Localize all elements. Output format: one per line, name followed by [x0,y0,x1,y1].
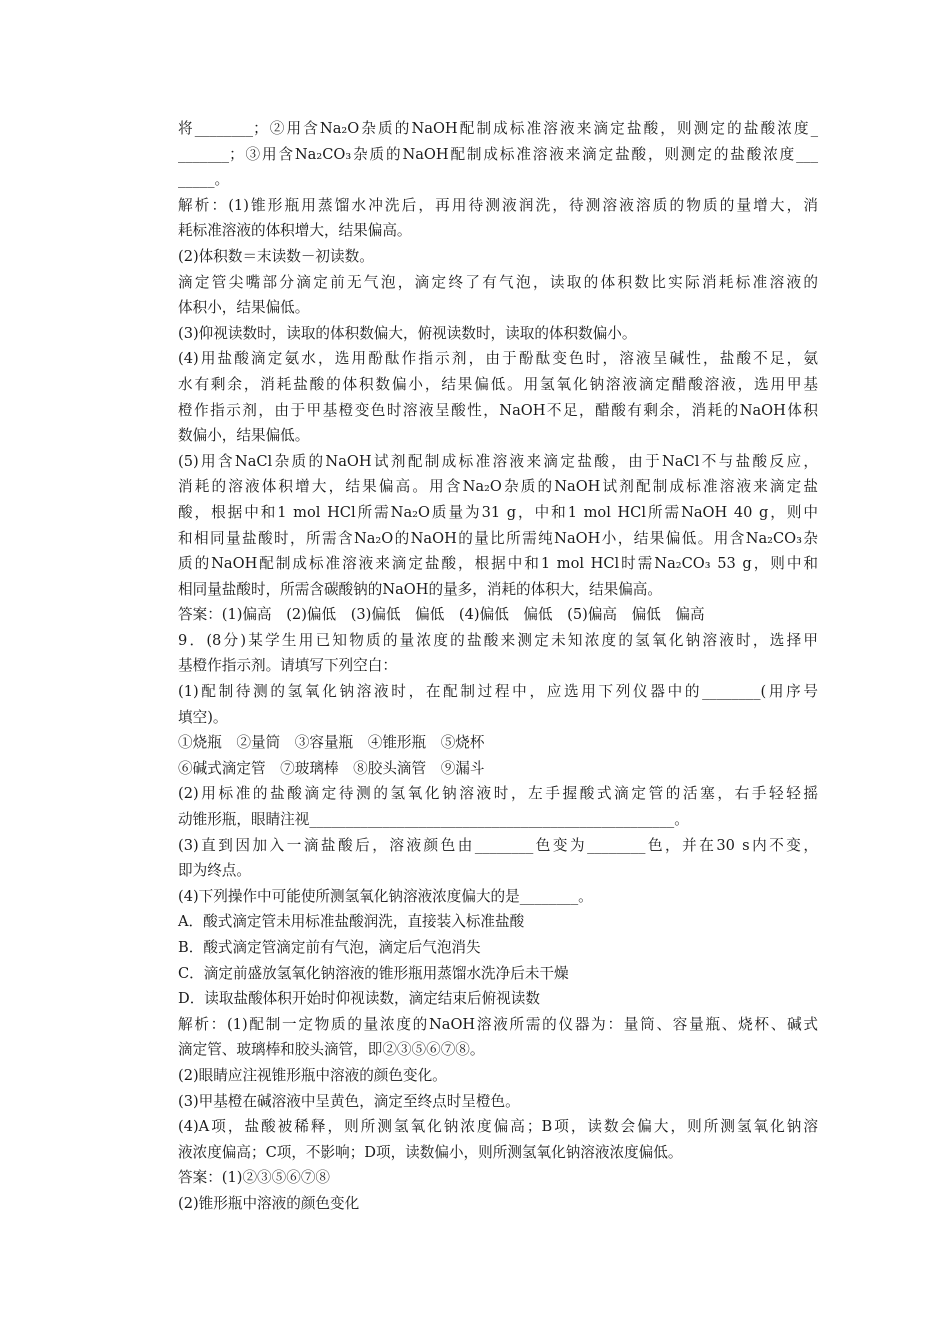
text-line: 耗标准溶液的体积增大，结果偏高。 [178,222,412,240]
text-line: 即为终点。 [178,862,251,880]
text-line: 解析：(1)配制一定物质的量浓度的NaOH溶液所需的仪器为：量筒、容量瓶、烧杯、碱式 [178,1015,818,1033]
text-line: _____。 [178,171,230,189]
text-line: 相同量盐酸时，所需含碳酸钠的NaOH的量多，消耗的体积大，结果偏高。 [178,580,662,598]
text-line: 体积小，结果偏低。 [178,299,310,317]
text-line: 动锥形瓶，眼睛注视__________________________________________________。 [178,811,689,829]
text-line: 橙作指示剂，由于甲基橙变色时溶液呈酸性，NaOH不足，醋酸有剩余，消耗的NaOH体积 [178,401,818,419]
text-line: C．滴定前盛放氢氧化钠溶液的锥形瓶用蒸馏水洗净后未干燥 [178,964,569,982]
text-line: _______；③用含Na₂CO₃杂质的NaOH配制成标准溶液来滴定盐酸，则测定的盐酸浓度___ [178,145,818,163]
text-line: (4)用盐酸滴定氨水，选用酚酞作指示剂，由于酚酞变色时，溶液呈碱性，盐酸不足，氨 [178,350,818,368]
text-line: (1)配制待测的氢氧化钠溶液时，在配制过程中，应选用下列仪器中的________(用序号 [178,683,818,701]
text-line: (3)仰视读数时，读取的体积数偏大，俯视读数时，读取的体积数偏小。 [178,324,637,342]
text-line: (2)体积数＝末读数－初读数。 [178,247,374,265]
text-line: (5)用含NaCl杂质的NaOH试剂配制成标准溶液来滴定盐酸，由于NaCl不与盐酸反应， [178,452,818,470]
text-line: (4)下列操作中可能使所测氢氧化钠溶液浓度偏大的是________。 [178,887,593,905]
text-line: 酸，根据中和1 mol HCl所需Na₂O质量为31 g，中和1 mol HCl所需NaOH 40 g，则中 [178,503,818,521]
text-line: (2)锥形瓶中溶液的颜色变化 [178,1194,360,1212]
text-line: 和相同量盐酸时，所需含Na₂O的NaOH的量比所需纯NaOH小，结果偏低。用含Na₂CO₃杂 [178,529,818,547]
text-line: 滴定管、玻璃棒和胶头滴管，即②③⑤⑥⑦⑧。 [178,1041,485,1059]
text-line: 水有剩余，消耗盐酸的体积数偏小，结果偏低。用氢氧化钠溶液滴定醋酸溶液，选用甲基 [178,375,818,393]
text-line: D．读取盐酸体积开始时仰视读数，滴定结束后俯视读数 [178,990,540,1008]
text-line: 答案：(1)偏高 (2)偏低 (3)偏低 偏低 (4)偏低 偏低 (5)偏高 偏低 偏高 [178,606,705,624]
text-line: 解析：(1)锥形瓶用蒸馏水冲洗后，再用待测液润洗，待测溶液溶质的物质的量增大，消 [178,196,818,214]
text-line: 基橙作指示剂。请填写下列空白： [178,657,397,675]
text-line: (4)A项，盐酸被稀释，则所测氢氧化钠浓度偏高；B项，读数会偏大，则所测氢氧化钠溶 [178,1118,818,1136]
text-line: (2)眼睛应注视锥形瓶中溶液的颜色变化。 [178,1066,447,1084]
text-line: 9．(8分)某学生用已知物质的量浓度的盐酸来测定未知浓度的氢氧化钠溶液时，选择甲 [178,631,818,649]
text-line: 滴定管尖嘴部分滴定前无气泡，滴定终了有气泡，读取的体积数比实际消耗标准溶液的 [178,273,818,291]
text-line: B．酸式滴定管滴定前有气泡，滴定后气泡消失 [178,939,481,956]
text-line: 质的NaOH配制成标准溶液来滴定盐酸，根据中和1 mol HCl时需Na₂CO₃ 53 g，则中和 [178,555,818,573]
text-line: (3)甲基橙在碱溶液中呈黄色，滴定至终点时呈橙色。 [178,1092,520,1110]
document-page [178,116,818,1217]
text-line: (2)用标准的盐酸滴定待测的氢氧化钠溶液时，左手握酸式滴定管的活塞，右手轻轻摇 [178,785,818,803]
text-line: 液浓度偏高；C项，不影响；D项，读数偏小，则所测氢氧化钠溶液浓度偏低。 [178,1143,683,1161]
text-line: 将________；②用含Na₂O杂质的NaOH配制成标准溶液来滴定盐酸，则测定的盐酸浓度_ [178,120,818,137]
text-line: 数偏小，结果偏低。 [178,427,310,445]
text-line: 消耗的溶液体积增大，结果偏高。用含Na₂O杂质的NaOH试剂配制成标准溶液来滴定盐 [178,478,818,496]
text-line: (3)直到因加入一滴盐酸后，溶液颜色由________色变为________色，并在30 s内不变， [178,836,818,854]
text-line: ①烧瓶 ②量筒 ③容量瓶 ④锥形瓶 ⑤烧杯 [178,734,485,752]
text-line: A．酸式滴定管未用标准盐酸润洗，直接装入标准盐酸 [178,913,525,931]
text-line: 答案：(1)②③⑤⑥⑦⑧ [178,1169,331,1187]
text-line: 填空)。 [178,708,228,726]
text-line: ⑥碱式滴定管 ⑦玻璃棒 ⑧胶头滴管 ⑨漏斗 [178,759,485,777]
